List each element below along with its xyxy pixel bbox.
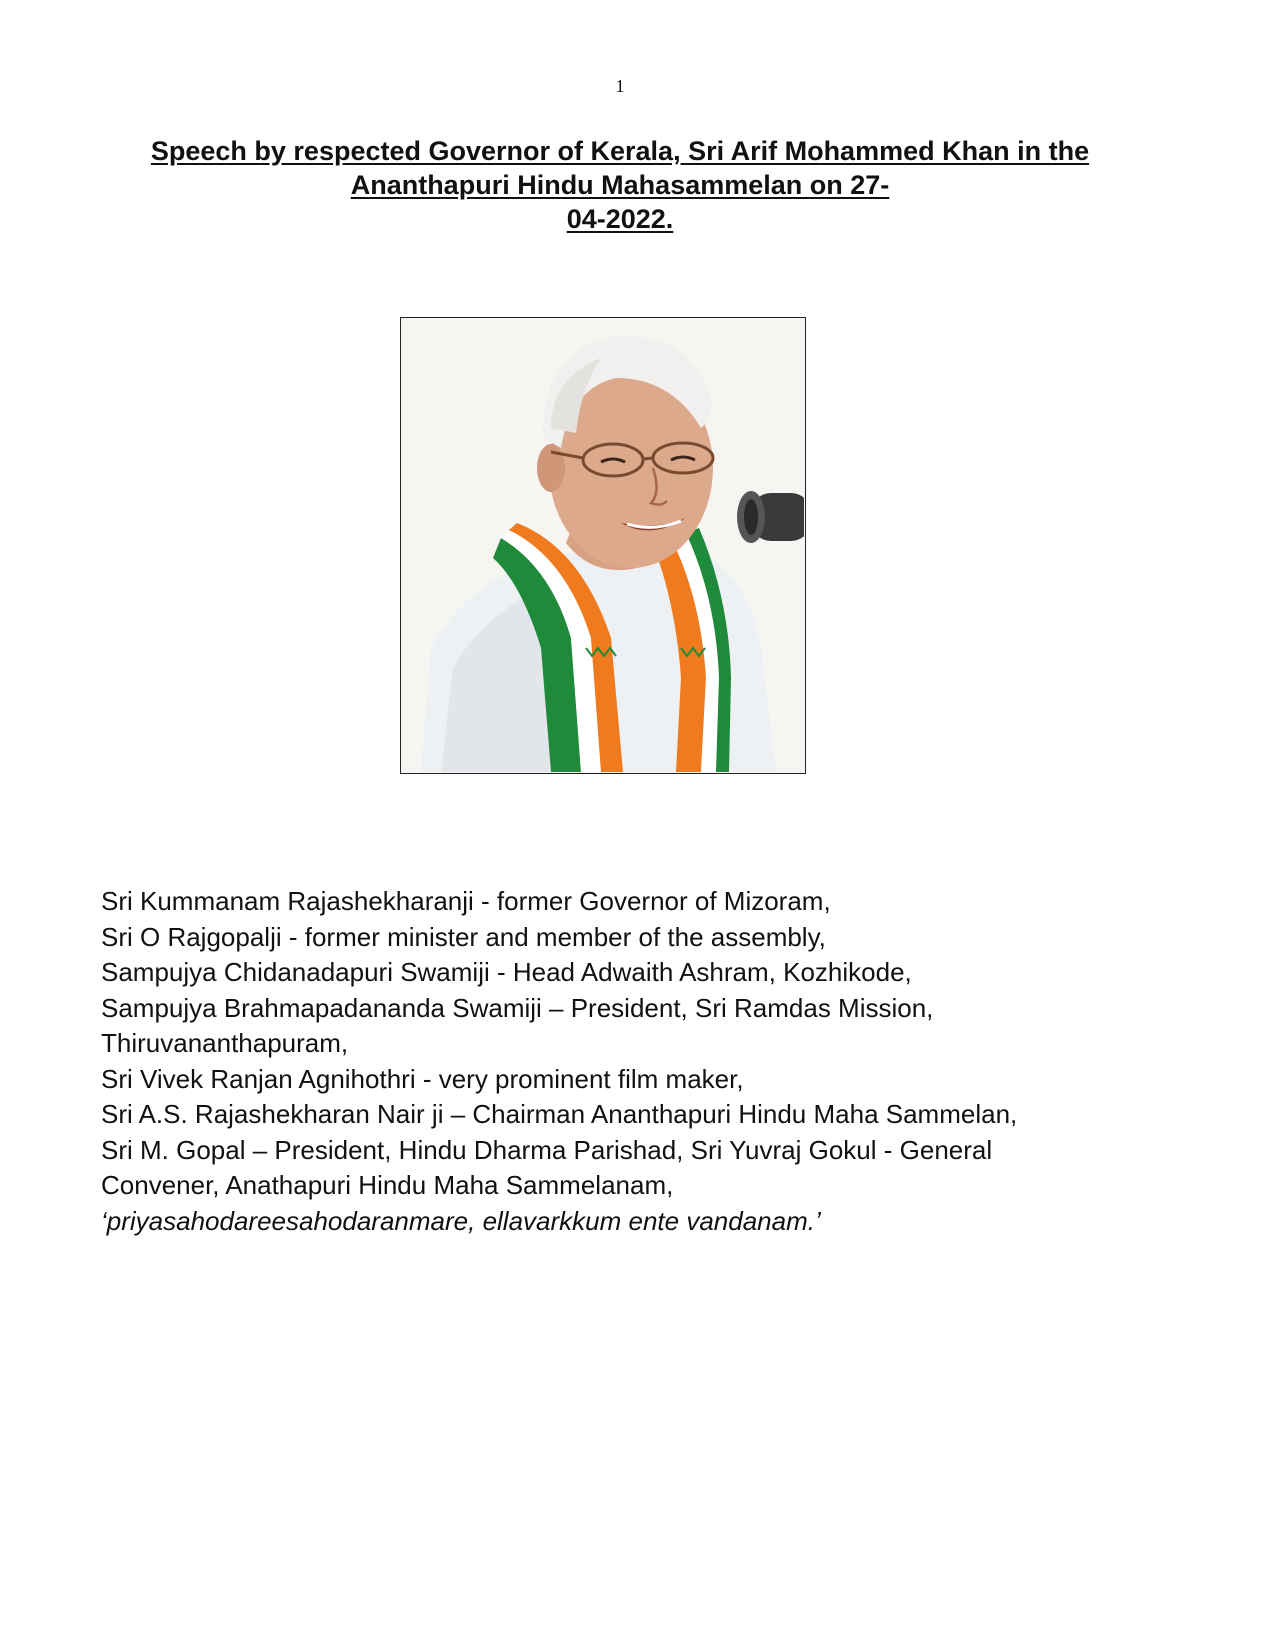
speech-title	[120, 134, 1120, 236]
salutation-line-7: Sri A.S. Rajashekharan Nair ji – Chairman Ananthapuri Hindu Maha Sammelan,	[101, 1099, 1018, 1129]
title-line-1: Speech by respected Governor of Kerala, Sri Arif Mohammed Khan in the	[150, 136, 1090, 166]
salutation-line-9: Convener, Anathapuri Hindu Maha Sammelanam,	[101, 1170, 674, 1200]
page-number: 1	[615, 76, 625, 96]
portrait-illustration	[401, 318, 804, 772]
title-line-2: Ananthapuri Hindu Mahasammelan on 27-	[350, 170, 890, 200]
title-line-3: 04-2022.	[566, 204, 674, 234]
salutation-line-3: Sampujya Chidanadapuri Swamiji - Head Adwaith Ashram, Kozhikode,	[101, 957, 912, 987]
speaker-portrait	[400, 317, 806, 774]
salutation-line-6: Sri Vivek Ranjan Agnihothri - very prominent film maker,	[101, 1063, 744, 1094]
salutation-line-5: Thiruvananthapuram,	[101, 1028, 349, 1058]
salutation-line-1: Sri Kummanam Rajashekharanji - former Governor of Mizoram,	[101, 886, 831, 916]
salutation-line-4: Sampujya Brahmapadananda Swamiji – President, Sri Ramdas Mission,	[101, 992, 934, 1023]
salutation-closing: ‘priyasahodareesahodaranmare, ellavarkkum ente vandanam.’	[101, 1205, 821, 1236]
salutation-list	[101, 884, 1181, 1239]
salutation-line-8: Sri M. Gopal – President, Hindu Dharma Parishad, Sri Yuvraj Gokul - General	[101, 1134, 993, 1165]
salutation-line-2: Sri O Rajgopalji - former minister and member of the assembly,	[101, 921, 826, 952]
